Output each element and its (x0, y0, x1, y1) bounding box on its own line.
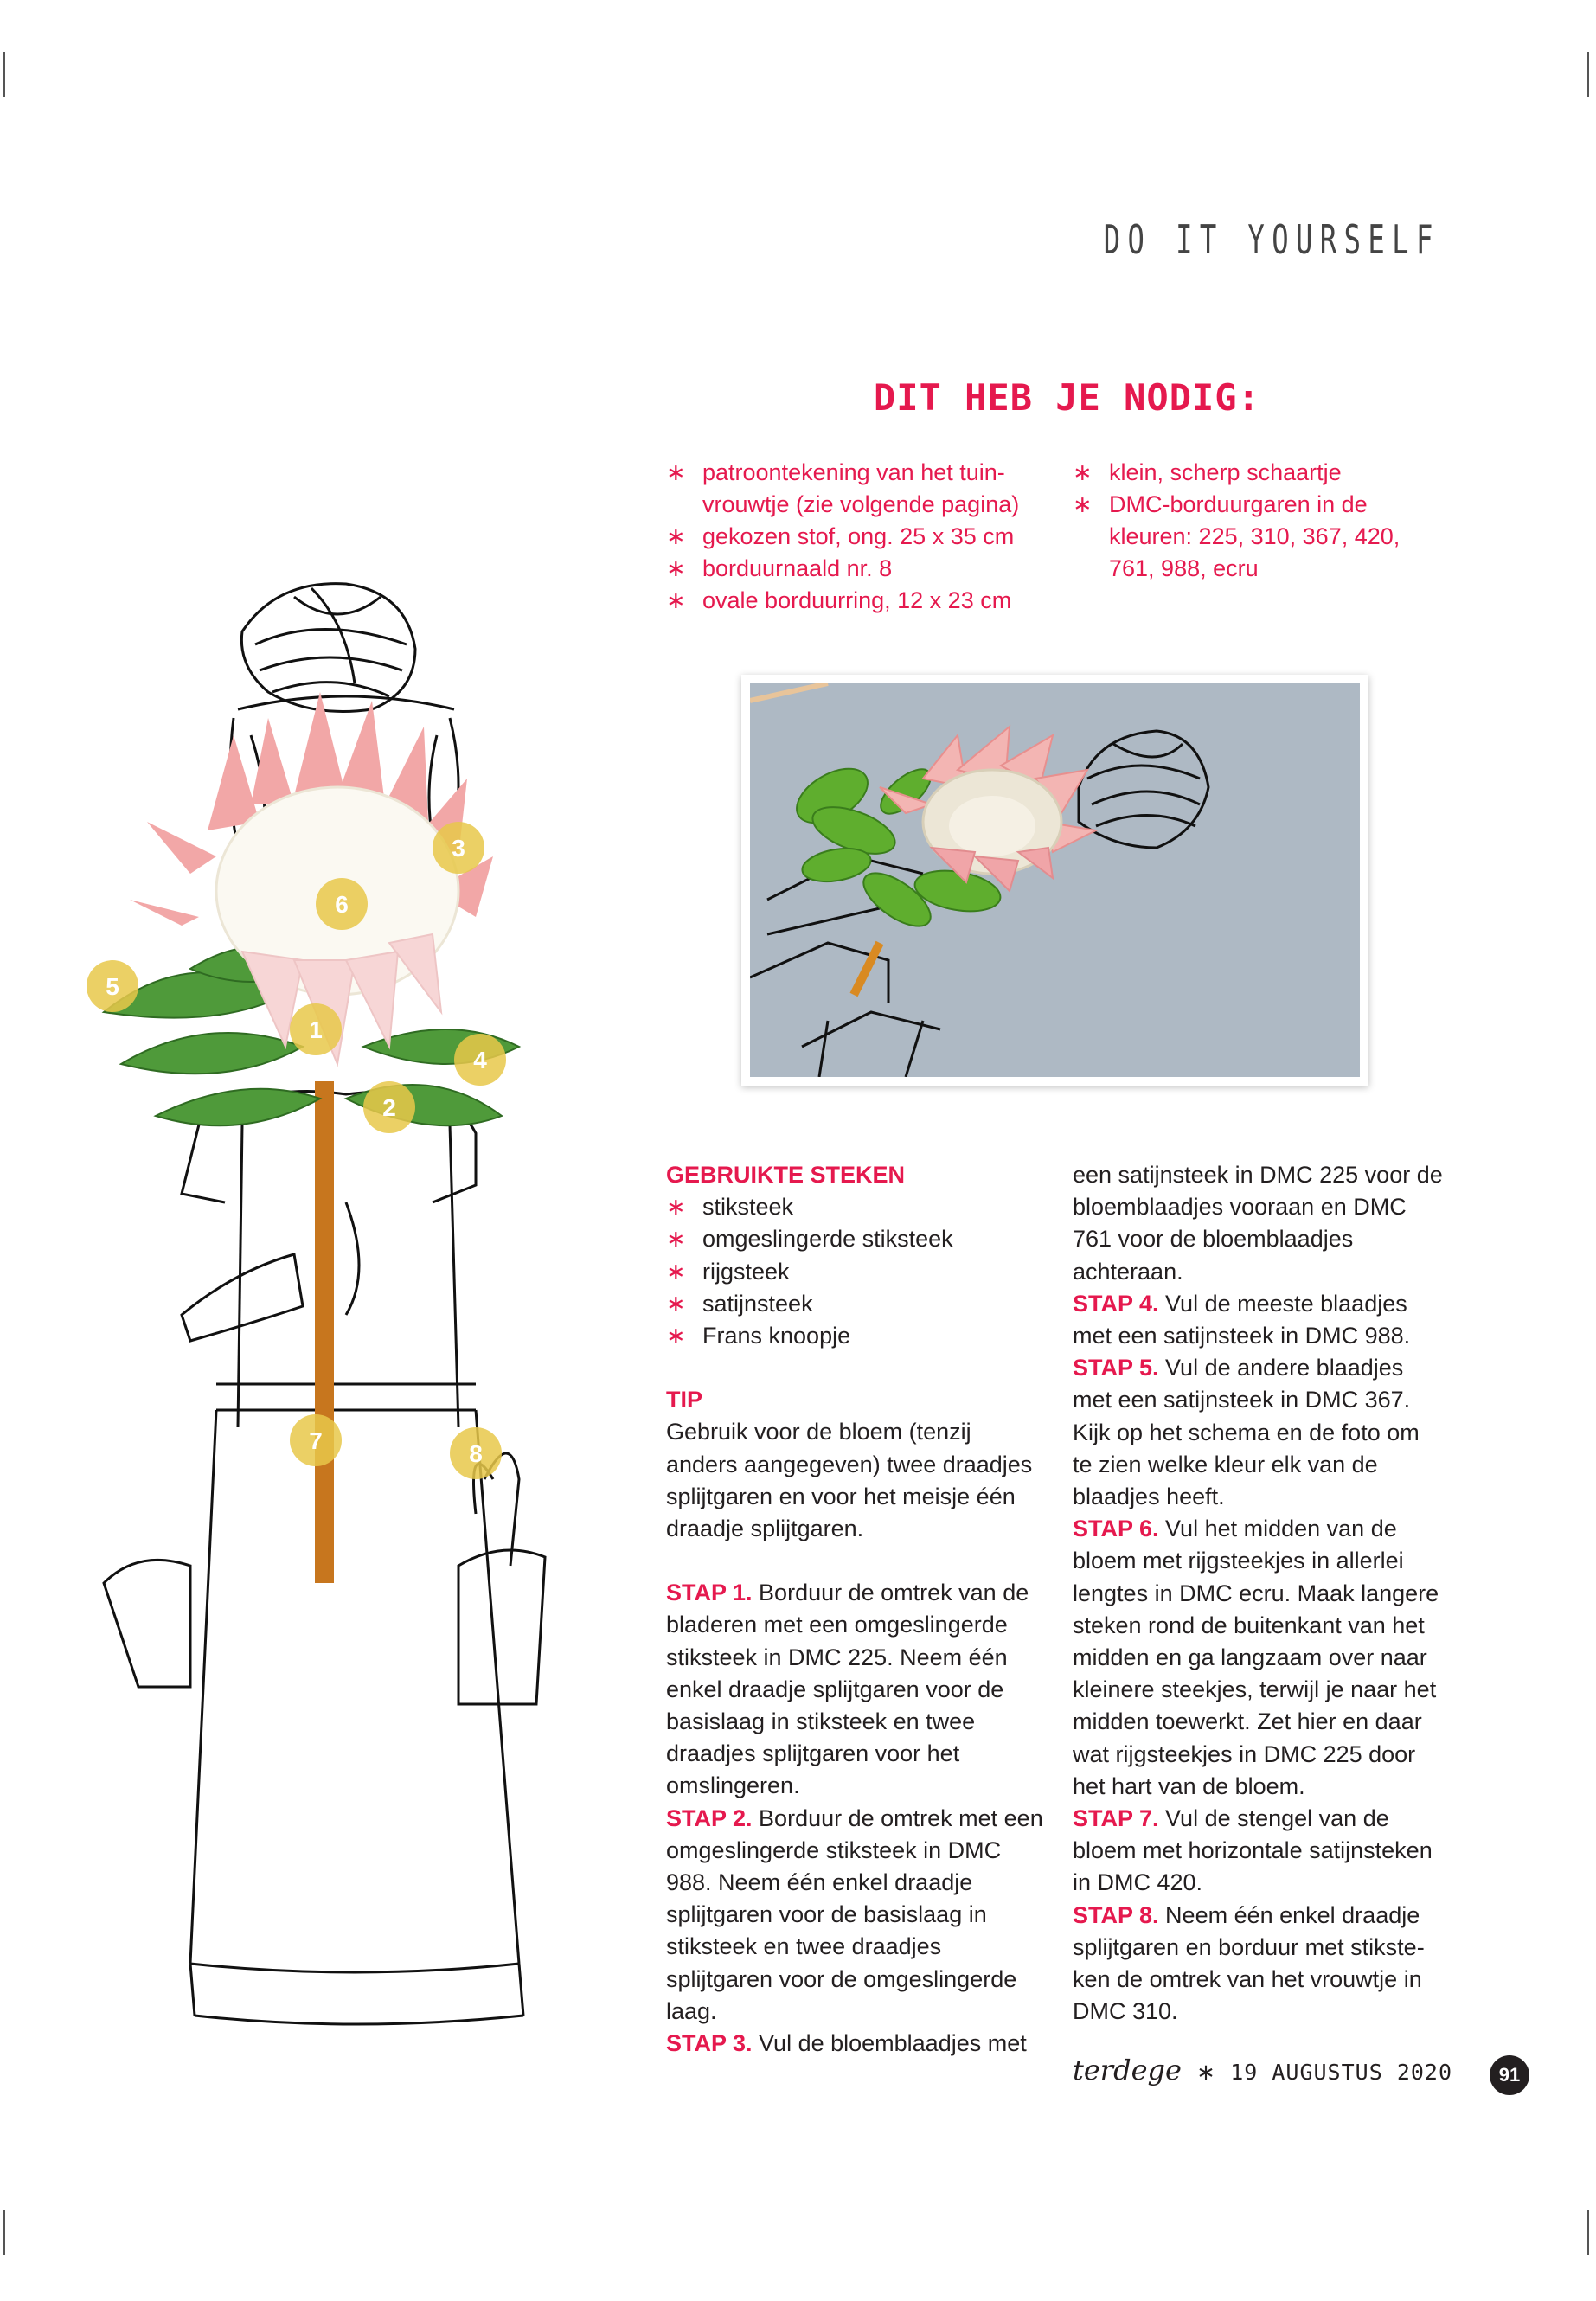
step-paragraph: een satijnsteek in DMC 225 voor de bloemblaadjes vooraan en DMC 761 voor de bloemblaadjes achteraan. (1073, 1162, 1443, 1285)
marker-label: 3 (452, 835, 465, 862)
needs-list-left (666, 457, 1055, 617)
crop-mark (3, 52, 5, 97)
marker-label: 5 (106, 973, 119, 1000)
list-item: ∗ ovale borduurring, 12 x 23 cm (666, 585, 1055, 617)
marker-label: 8 (469, 1440, 483, 1467)
step-paragraph: STAP 6. Vul het midden van de bloem met rijgsteekjes in allerlei lengtes in DMC ecru. Maak langere steken rond de buitenkant van het midden en ga langzaam over naar kleinere steekjes, terwijl je naar het midden toewerkt. Zet hier en daar wat rijgsteekjes in DMC 225 door het hart van de bloem. (1073, 1516, 1439, 1799)
list-item: ∗ gekozen stof, ong. 25 x 35 cm (666, 521, 1055, 553)
asterisk-icon: ∗ (666, 1258, 686, 1285)
list-item: ∗ borduurnaald nr. 8 (666, 553, 1055, 585)
embroidery-photo (741, 675, 1368, 1086)
asterisk-icon: ∗ (1073, 491, 1093, 517)
page-number: 91 (1490, 2055, 1529, 2095)
stitches-list (666, 1191, 1047, 1352)
marker-label: 4 (473, 1047, 487, 1074)
list-item: ∗ DMC-borduurgaren in de kleuren: 225, 310, 367, 420, 761, 988, ecru (1073, 489, 1436, 585)
crop-mark (1587, 2210, 1589, 2255)
step-paragraph: STAP 5. Vul de andere blaadjes met een satijnsteek in DMC 367. Kijk op het schema en de foto om te zien welke kleur elk van de blaadjes heeft. (1073, 1355, 1420, 1510)
magazine-logo: terdege (1073, 2054, 1182, 2086)
asterisk-icon: ∗ (666, 1290, 686, 1317)
instructions-column-left (666, 1159, 1047, 2060)
asterisk-icon: ∗ (666, 1194, 686, 1221)
asterisk-icon: ∗ (666, 587, 686, 613)
asterisk-icon: ∗ (666, 523, 686, 549)
needs-list-right (1073, 457, 1436, 585)
list-item: ∗ stiksteek (666, 1191, 1047, 1223)
list-item: ∗ satijnsteek (666, 1288, 1047, 1320)
marker-label: 7 (309, 1427, 323, 1454)
list-item: ∗ Frans knoopje (666, 1320, 1047, 1352)
list-item: ∗ omgeslingerde stiksteek (666, 1223, 1047, 1255)
list-item: ∗ klein, scherp schaartje (1073, 457, 1436, 489)
issue-date: 19 AUGUSTUS 2020 (1230, 2060, 1453, 2085)
marker-label: 6 (335, 891, 349, 918)
asterisk-icon: ∗ (666, 1323, 686, 1349)
embroidery-photo-image (750, 683, 1360, 1077)
crop-mark (3, 2210, 5, 2255)
step-paragraph: STAP 1. Borduur de omtrek van de bladeren met een omgeslingerde stiksteek in DMC 225. Neem één enkel draadje splijtgaren voor de basislaag in stiksteek en twee draadjes splijtgaren voor het omslingeren. (666, 1580, 1029, 1799)
marker-label: 1 (309, 1016, 323, 1043)
pattern-illustration (87, 562, 623, 2041)
list-item: ∗ rijgsteek (666, 1256, 1047, 1288)
crop-mark (1587, 52, 1589, 97)
instructions-column-right (1073, 1159, 1445, 2028)
stitches-title: GEBRUIKTE STEKEN (666, 1162, 906, 1188)
asterisk-icon: ∗ (1073, 459, 1093, 485)
asterisk-icon: ∗ (666, 459, 686, 485)
section-kicker: DO IT YOURSELF (1103, 216, 1440, 263)
tip-title: TIP (666, 1387, 703, 1413)
step-paragraph: STAP 7. Vul de stengel van de bloem met horizontale satijnsteken in DMC 420. (1073, 1805, 1433, 1896)
list-item: ∗ patroontekening van het tuin-vrouwtje (zie volgende pagina) (666, 457, 1055, 521)
step-paragraph: STAP 2. Borduur de omtrek met een omgeslingerde stiksteek in DMC 988. Neem één enkel draadje splijtgaren voor de basislaag in stiksteek en twee draadjes splijtgaren voor de omgeslingerde laag. (666, 1804, 1043, 2024)
asterisk-icon: ∗ (666, 555, 686, 581)
step-paragraph: STAP 8. Neem één enkel draadje splijtgaren en borduur met stikste-ken de omtrek van het vrouwtje in DMC 310. (1073, 1901, 1425, 2025)
asterisk-icon: ∗ (666, 1226, 686, 1253)
step-paragraph: STAP 3. Vul de bloemblaadjes met (666, 2030, 1027, 2057)
tip-text: Gebruik voor de bloem (tenzij anders aangegeven) twee draadjes splijtgaren en voor het meisje één draadje splijtgaren. (666, 1419, 1033, 1542)
footer (1073, 2054, 1452, 2086)
needs-title: DIT HEB JE NODIG: (874, 376, 1260, 419)
asterisk-icon: ∗ (1196, 2059, 1215, 2085)
step-paragraph: STAP 4. Vul de meeste blaadjes met een satijnsteek in DMC 988. (1073, 1290, 1411, 1349)
marker-label: 2 (382, 1094, 396, 1121)
